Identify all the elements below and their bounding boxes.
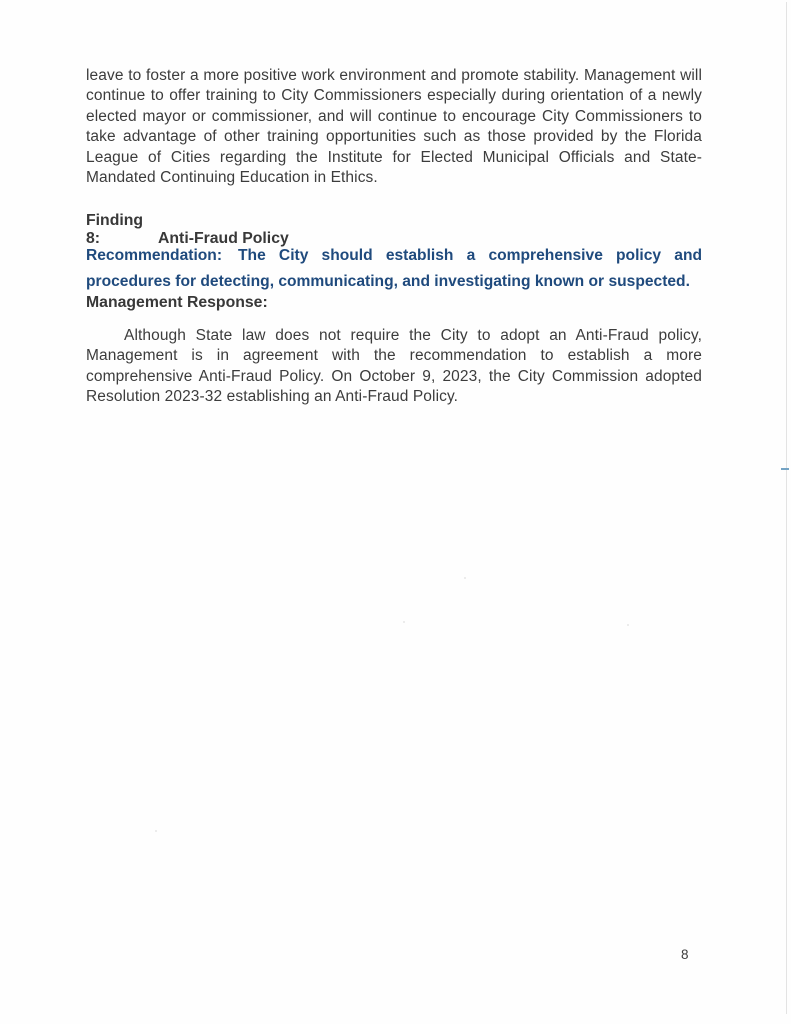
intro-paragraph: leave to foster a more positive work environment and promote stability. Management will continue to offer training to City Commissioners especially during orientation of a newly elected mayor or commissioner, and will continue to encourage City Commissioners to take advantage of other training opportunities such as those provided by the Florida League of Cities regarding the Institute for Elected Municipal Officials and State-Mandated Continuing Education in Ethics.	[86, 67, 702, 187]
scan-speck	[627, 624, 629, 626]
management-response-heading: Management Response:	[86, 294, 268, 311]
scan-speck	[155, 830, 157, 832]
recommendation-text: The City should establish a comprehensive policy and procedures for detecting, communicating, and investigating known or suspected.	[86, 247, 702, 290]
scan-edge-line-artifact	[786, 2, 787, 1014]
recommendation-label: Recommendation:	[86, 247, 223, 264]
finding-label: Finding 8:	[86, 212, 144, 247]
management-response-paragraph: Although State law does not require the City to adopt an Anti-Fraud policy, Management is in agreement with the recommendation to establish a more comprehensive Anti-Fraud Policy. On October 9, 2023, the City Commission adopted Resolution 2023-32 establishing an Anti-Fraud Policy.	[86, 327, 702, 406]
finding-title: Anti-Fraud Policy	[158, 230, 289, 247]
scan-blue-dash-artifact	[781, 468, 789, 470]
recommendation-paragraph	[86, 243, 702, 295]
scan-speck	[464, 577, 466, 579]
scan-speck	[403, 621, 405, 623]
page-number: 8	[681, 947, 689, 962]
